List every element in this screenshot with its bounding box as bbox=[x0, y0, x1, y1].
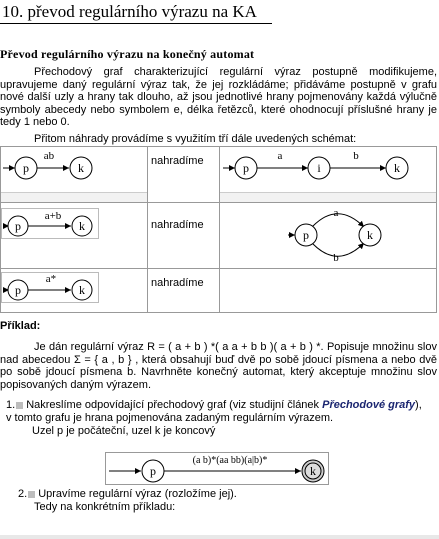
step-text: ), v tomto grafu je hrana pojmenována zadaným regulárním výrazem. bbox=[6, 399, 422, 424]
edge-label: a bbox=[277, 150, 283, 162]
scheme-left-cell bbox=[1, 203, 148, 269]
scheme-row bbox=[1, 203, 437, 269]
edge-label: a bbox=[333, 207, 339, 219]
scheme-right-cell bbox=[220, 203, 437, 269]
step-text: Tedy na konkrétním příkladu: bbox=[34, 501, 176, 513]
node-label: p bbox=[15, 283, 21, 297]
scheme-row bbox=[1, 269, 437, 313]
node-label: p bbox=[303, 228, 309, 242]
node-label: k bbox=[394, 161, 400, 175]
node-label: k bbox=[367, 228, 373, 242]
edge-label: (a b)*(aa bb)(a|b)* bbox=[192, 455, 268, 466]
step-text: Nakreslíme odpovídající přechodový graf (viz studijní článek bbox=[26, 399, 320, 411]
scheme1-right-diagram bbox=[220, 147, 436, 189]
edge-label: a+b bbox=[44, 210, 62, 222]
title-divider bbox=[0, 23, 272, 24]
scheme2-left-diagram bbox=[1, 203, 147, 261]
replacement-schemes-table bbox=[0, 146, 437, 313]
cell-scrollbar bbox=[220, 192, 436, 202]
scheme-right-cell bbox=[220, 269, 437, 313]
bullet-icon bbox=[28, 491, 35, 498]
end-node: k bbox=[310, 464, 316, 478]
example-paragraph: Je dán regulární výraz R = ( a + b ) *( a a + b b )( a + b ) *. Popisuje množinu slov nad abecedou Σ = { a , b } , která obsahují buď dvě po sobě jdoucí písmena a nebo dvě po sobě jdoucí písmena b. Navrhněte konečný automat, který akceptuje množinu slov popisovaných daným výrazem. bbox=[0, 341, 437, 391]
edge-label: b bbox=[353, 150, 359, 162]
scheme-left-cell bbox=[1, 147, 148, 203]
scheme1-left-diagram bbox=[1, 147, 147, 189]
node-label: p bbox=[15, 219, 21, 233]
bottom-strip bbox=[0, 535, 439, 539]
node-label: k bbox=[79, 283, 85, 297]
step-text: Upravíme regulární výraz (rozložíme jej). bbox=[38, 488, 237, 500]
bullet-icon bbox=[16, 402, 23, 409]
edge-label: a* bbox=[45, 273, 57, 285]
scheme-right-cell bbox=[220, 147, 437, 203]
example-heading: Příklad: bbox=[0, 320, 41, 332]
replace-label: nahradíme bbox=[151, 155, 204, 167]
step-1 bbox=[6, 399, 426, 438]
section-heading: Převod regulárního výrazu na konečný automat bbox=[0, 47, 255, 61]
edge-label: b bbox=[333, 252, 339, 264]
replace-cell bbox=[148, 269, 220, 313]
replace-label: nahradíme bbox=[151, 219, 204, 231]
step-number: 2. bbox=[18, 488, 28, 500]
scheme2-right-diagram bbox=[220, 203, 436, 265]
replace-cell bbox=[148, 147, 220, 203]
replace-cell bbox=[148, 203, 220, 269]
node-label: k bbox=[79, 219, 85, 233]
step-number: 1. bbox=[6, 399, 16, 411]
scheme-row bbox=[1, 147, 437, 203]
edge-label: ab bbox=[43, 150, 55, 162]
article-link[interactable]: Přechodové grafy bbox=[322, 399, 416, 411]
node-label: k bbox=[78, 161, 84, 175]
step-2 bbox=[18, 488, 418, 514]
replace-label: nahradíme bbox=[151, 277, 204, 289]
node-label: p bbox=[243, 161, 249, 175]
start-node: p bbox=[150, 464, 156, 478]
intro-paragraph: Přechodový graf charakterizující regulární výraz postupně modifikujeme, upravujeme daný regulární výraz tak, že jej rozkládáme; přidáváme postupně v grafu nové další uzly a hrany tak dlouho, až jsou jednotlivé hrany pojmenovány každá výlučně symboly abecedy nebo symbolem e, délka řetězců, které ohodnocují příslušné hrany je tedy 1 nebo 0. bbox=[0, 66, 437, 128]
example-graph bbox=[105, 452, 330, 486]
step-text: Uzel p je počáteční, uzel k je koncový bbox=[32, 425, 216, 437]
node-label: p bbox=[23, 161, 29, 175]
node-label: i bbox=[317, 161, 321, 175]
cell-scrollbar bbox=[1, 192, 147, 202]
intro-line: Přitom náhrady provádíme s využitím tří dále uvedených schémat: bbox=[34, 133, 357, 145]
scheme-left-cell bbox=[1, 269, 148, 313]
page-title: 10. převod regulárního výrazu na KA bbox=[2, 2, 257, 21]
scheme3-left-diagram bbox=[1, 269, 147, 309]
